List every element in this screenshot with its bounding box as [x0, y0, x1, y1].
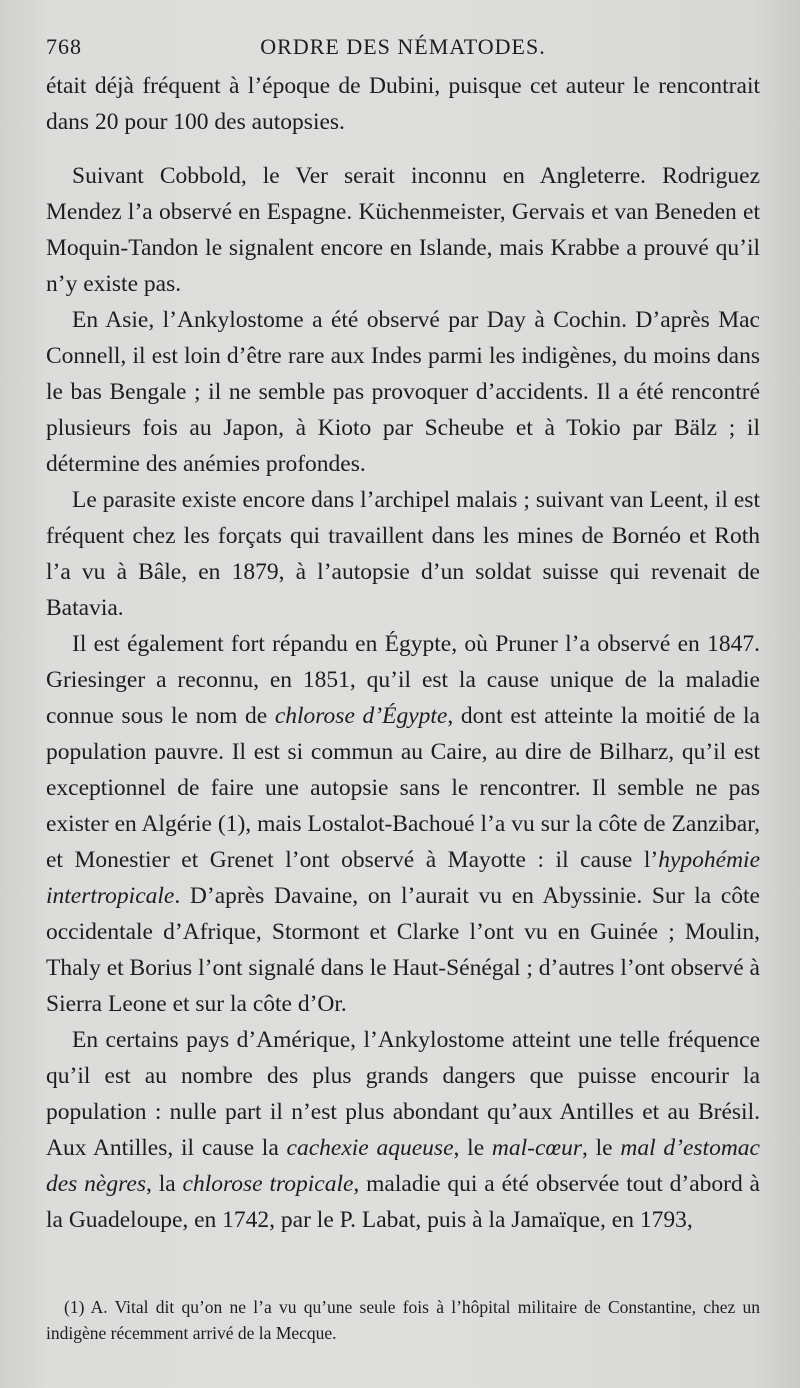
paragraph: [46, 158, 760, 302]
body-text: [46, 68, 760, 1238]
text-run: , la: [145, 1171, 183, 1197]
text-run: Il est également fort répandu en Égypte, où Pruner l’a observé en 1847. Griesinger a reconnu, en 1851, qu’il est la cause unique de la maladie connue sous le nom de: [46, 631, 760, 729]
text-run: En Asie, l’Ankylostome a été observé par Day à Cochin. D’après Mac Connell, il est loin d’être rare aux Indes parmi les indigènes, du moins dans le bas Bengale ; il ne semble pas provoquer d’accidents. Il a été rencontré plusieurs fois au Japon, à Kioto par Scheube et à Tokio par Bälz ; il détermine des anémies profondes.: [46, 307, 760, 477]
text-run: , maladie qui a été observée tout d’abord à la Guadeloupe, en 1742, par le P. Labat, puis à la Jamaïque, en 1793,: [46, 1171, 760, 1233]
text-run: Le parasite existe encore dans l’archipel malais ; suivant van Leent, il est fréquent chez les forçats qui travaillent dans les mines de Bornéo et Roth l’a vu à Bâle, en 1879, à l’autopsie d’un soldat suisse qui revenait de Batavia.: [46, 487, 760, 621]
text-run: était déjà fréquent à l’époque de Dubini, puisque cet auteur le rencontrait dans 20 pour 100 des autopsies.: [46, 73, 760, 135]
paragraph: [46, 1022, 760, 1238]
text-run: , dont est atteinte la moitié de la population pauvre. Il est si commun au Caire, au dire de Bilharz, qu’il est exceptionnel de faire une autopsie sans le rencontrer. Il semble ne pas exister en Algérie (1), mais Lostalot-Bachoué l’a vu sur la côte de Zanzibar, et Monestier et Grenet l’ont observé à Mayotte : il cause l’: [46, 703, 760, 873]
footnote: (1) A. Vital dit qu’on ne l’a vu qu’une seule fois à l’hôpital militaire de Constantine, chez un indigène récemment arrivé de la Mecque.: [46, 1297, 760, 1343]
italic-term: cachexie aqueuse: [286, 1135, 454, 1161]
text-run: . D’après Davaine, on l’aurait vu en Abyssinie. Sur la côte occidentale d’Afrique, Stormont et Clarke l’ont vu en Guinée ; Moulin, Thaly et Borius l’ont signalé dans le Haut-Sénégal ; d’autres l’ont observé à Sierra Leone et sur la côte d’Or.: [46, 883, 760, 1017]
paragraph: [46, 482, 760, 626]
paragraph: [46, 68, 760, 140]
italic-term: chlorose d’Égypte: [274, 703, 448, 729]
paragraph: [46, 302, 760, 482]
text-run: , le: [453, 1135, 492, 1161]
running-header: [46, 34, 760, 64]
italic-term: mal-cœur: [491, 1135, 582, 1161]
text-run: Suivant Cobbold, le Ver serait inconnu en Angleterre. Rodriguez Mendez l’a observé en Espagne. Küchenmeister, Gervais et van Beneden et Moquin-Tandon le signalent encore en Islande, mais Krabbe a prouvé qu’il n’y existe pas.: [46, 163, 760, 297]
text-run: En certains pays d’Amérique, l’Ankylostome atteint une telle fréquence qu’il est au nombre des plus grands dangers que puisse encourir la population : nulle part il n’est plus abondant qu’aux Antilles et au Brésil. Aux Antilles, il cause la: [46, 1027, 760, 1161]
paragraph: [46, 626, 760, 1022]
italic-term: hypohémie intertropicale: [46, 847, 760, 909]
page-number: 768: [46, 34, 82, 59]
running-title: ORDRE DES NÉMATODES.: [260, 34, 546, 59]
text-run: , le: [581, 1135, 621, 1161]
italic-term: chlorose tropicale: [182, 1171, 354, 1197]
italic-term: mal d’estomac des nègres: [46, 1135, 760, 1197]
